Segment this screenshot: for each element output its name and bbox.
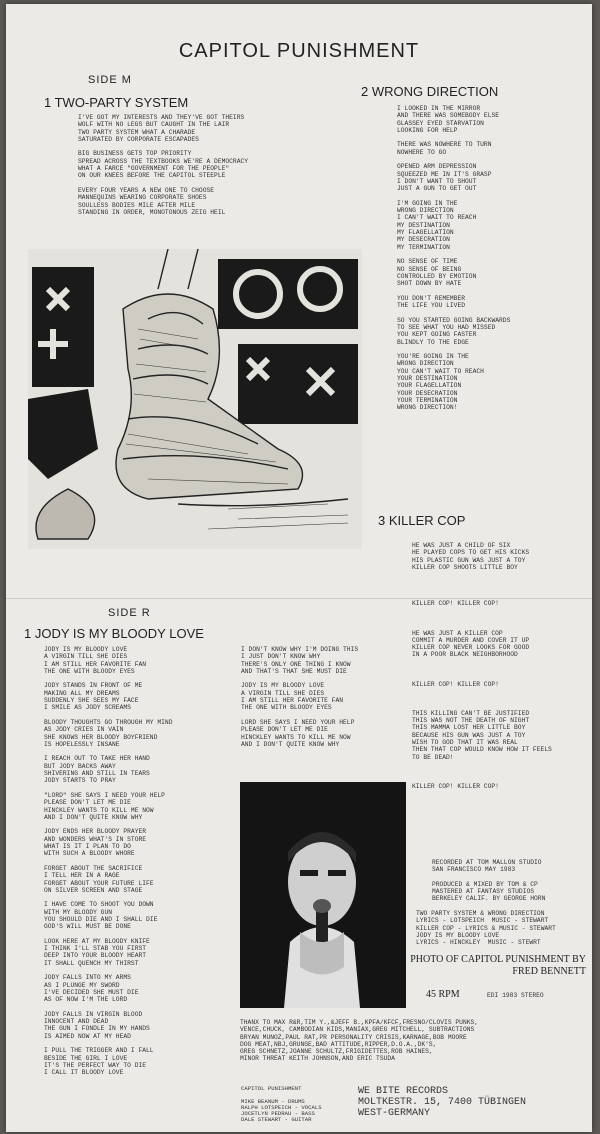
singer-with-microphone-photo <box>240 782 406 1008</box>
song-title-wrong-direction: 2 WRONG DIRECTION <box>361 84 499 99</box>
lyrics-wrong-direction: I LOOKED IN THE MIRROR AND THERE WAS SOMEBODY ELSE GLASSEY EYED STARVATION LOOKING FOR HELP THERE WAS NOWHERE TO TURN NOWHERE TO GO OPENED ARM DEPRESSION SQUEEZED ME IN IT'S GRASP I DON'T WANT TO SHOUT JUST A GUN TO GET OUT I'M GOING IN THE WRONG DIRECTION I CAN'T WAIT TO REACH MY DESTINATION MY FLAGELLATION MY DESECRATION MY TERMINATION NO SENSE OF TIME NO SENSE OF BEING CONTROLLED BY EMOTION SHOT DOWN BY HATE YOU DON'T REMEMBER THE LIFE YOU LIVED SO YOU STARTED GOING BACKWARDS TO SEE WHAT YOU HAD MISSED YOU KEPT GOING FASTER BLINDLY TO THE EDGE YOU'RE GOING IN THE WRONG DIRECTION YOU CAN'T WAIT TO REACH YOUR DESTINATION YOUR FLAGELLATION YOUR DESECRATION YOUR TERMINATION WRONG DIRECTION! <box>397 105 511 412</box>
lyrics-killer-cop: HE WAS JUST A CHILD OF SIX HE PLAYED COPS TO GET HIS KICKS HIS PLASTIC GUN WAS JUST A TOY KILLER COP SHOOTS LITTLE BOY KILLER COP! KILLER COP! HE WAS JUST A KILLER COP COMMIT A MURDER AND COVER IT UP KILLER COP NEVER LOOKS FOR GOOD IN A POOR BLACK NEIGHBORHOOD KILLER COP! KILLER COP! THIS KILLING CAN'T BE JUSTIFIED THIS WAS NOT THE DEATH OF NIGHT THIS MAMMA LOST HER LITTLE BOY BECAUSE HIS GUN WAS JUST A TOY WISH TO GOD THAT IT WAS REAL THEN THAT COP WOULD KNOW HOW IT FEELS TO BE DEAD! KILLER COP! KILLER COP! <box>412 542 552 790</box>
page-title: CAPITOL PUNISHMENT <box>178 40 420 62</box>
writing-credits: TWO PARTY SYSTEM & WRONG DIRECTION LYRICS - LOTSPEICH MUSIC - STEWART KILLER COP - LYRICS & MUSIC - STEWART JODY IS MY BLOODY LOVE LYRICS - HINCKLEY MUSIC - STEWRT <box>416 910 556 947</box>
lyrics-two-party-system: I'VE GOT MY INTERESTS AND THEY'VE GOT THEIRS WOLF WITH NO LEGS BUT CAUGHT IN THE LAIR TWO PARTY SYSTEM WHAT A CHARADE SATURATED BY CORPORATE ESCAPADES BIG BUSINESS GETS TOP PRIORITY SPREAD ACROSS THE TEXTBOOKS WE'RE A DEMOCRACY WHAT A FARCE "GOVERNMENT FOR THE PEOPLE" ON OUR KNEES BEFORE THE CAPITOL STEEPLE EVERY FOUR YEARS A NEW ONE TO CHOOSE MANNEQUINS WEARING CORPORATE SHOES SOULLESS BODIES MILE AFTER MILE STANDING IN ORDER, MONOTONOUS ZEIG HEIL <box>78 114 249 216</box>
recording-credits: RECORDED AT TOM MALLON STUDIO SAN FRANCISCO MAY 1983 PRODUCED & MIXED BY TOM & CP MASTERED AT FANTASY STUDIOS BERKELEY CALIF. BY GEORGE HORN <box>432 859 546 903</box>
photo-credit: PHOTO OF CAPITOL PUNISHMENT BY FRED BENNETT <box>410 954 586 977</box>
band-lineup: CAPITOL PUNISHMENT MIKE BEANUM - DRUMS RALPH LOTSPEICH - VOCALS JOCETLYN PEDRAU - BASS DALE STEWART - GUITAR <box>241 1085 322 1124</box>
side-r-label: SIDE R <box>108 607 151 619</box>
record-label-address: WE BITE RECORDS MOLTKESTR. 15, 7400 TÜBINGEN WEST-GERMANY <box>358 1086 527 1119</box>
thanks-list: THANX TO MAX R&R,TIM Y.,&JEFF B.,KPFA/KFCF,FRESNO/CLOVIS PUNKS, VENCE,CHUCK, CAMBODIAN KIDS,MANIAX,GREG MITCHELL, SUBTRACTIONS BRYAN MUNOZ,PAUL RAT,PR PERSONALITY CRISIS,KARNAGE,BOB MOORE DOG MEAT,NBJ,GRUNGE,BAD ATTITUDE,RIPPER,D.O.A.,DK'S, GREG SCHNETZ,JOANNE SCHULTZ,FRIGIDETTES,ROB HAINES, MINOR THREAT KEITH JOHNSON,AND ERIC TSUDA <box>240 1019 479 1063</box>
rpm-label: 45 RPM <box>426 989 460 1000</box>
boot-crushing-crosses-illustration <box>28 249 362 549</box>
song-title-jody: 1 JODY IS MY BLOODY LOVE <box>24 626 204 641</box>
side-m-label: SIDE M <box>88 74 132 86</box>
rpm-note: EDI 1983 STEREO <box>487 992 544 999</box>
song-title-two-party-system: 1 TWO-PARTY SYSTEM <box>44 95 189 110</box>
lyrics-jody-col2: I DON'T KNOW WHY I'M DOING THIS I JUST DON'T KNOW WHY THERE'S ONLY ONE THING I KNOW AND THAT'S THAT SHE MUST DIE JODY IS MY BLOODY LOVE A VIRGIN TILL SHE DIES I AM STILL HER FAVORITE FAN THE ONE WITH BLOODY EYES LORD SHE SAYS I NEED YOUR HELP PLEASE DON'T LET ME DIE HINCKLEY WANTS TO KILL ME NOW AND I DON'T QUITE KNOW WHY <box>241 646 359 748</box>
lyric-sheet <box>6 4 592 1132</box>
lyrics-jody-col1: JODY IS MY BLOODY LOVE A VIRGIN TILL SHE DIES I AM STILL HER FAVORITE FAN THE ONE WITH BLOODY EYES JODY STANDS IN FRONT OF ME MAKING ALL MY DREAMS SUDDENLY SHE SEES MY FACE I SMILE AS JODY SCREAMS BLOODY THOUGHTS GO THROUGH MY MIND AS JODY CRIES IN VAIN SHE KNOWS HER BLOODY BOYFRIEND IS HOPELESSLY INSANE I REACH OUT TO TAKE HER HAND BUT JODY BACKS AWAY SHIVERING AND STILL IN TEARS JODY STARTS TO PRAY "LORD" SHE SAYS I NEED YOUR HELP PLEASE DON'T LET ME DIE HINCKLEY WANTS TO KILL ME NOW AND I DON'T QUITE KNOW WHY JODY ENDS HER BLOODY PRAYER AND WONDERS WHAT'S IN STORE WHAT IS IT I PLAN TO DO WITH SUCH A BLOODY WHORE FORGET ABOUT THE SACRIFICE I TELL HER IN A RAGE FORGET ABOUT YOUR FUTURE LIFE ON SILVER SCREEN AND STAGE I HAVE COME TO SHOOT YOU DOWN WITH MY BLOODY GUN YOU SHOULD DIE AND I SHALL DIE GOD'S WILL MUST BE DONE LOOK HERE AT MY BLOODY KNIFE I THINK I'LL STAB YOU FIRST DEEP INTO YOUR BLOODY HEART IT SHALL QUENCH MY THIRST JODY FALLS INTO MY ARMS AS I PLUNGE MY SWORD I'VE DECIDED SHE MUST DIE AS OF NOW I'M THE LORD JODY FALLS IN VIRGIN BLOOD INNOCENT AND DEAD THE GUN I FONDLE IN MY HANDS IS AIMED NOW AT MY HEAD I PULL THE TRIGGER AND I FALL BESIDE THE GIRL I LOVE IT'S THE PERFECT WAY TO DIE I CALL IT BLOODY LOVE <box>44 646 173 1077</box>
song-title-killer-cop: 3 KILLER COP <box>378 513 466 528</box>
